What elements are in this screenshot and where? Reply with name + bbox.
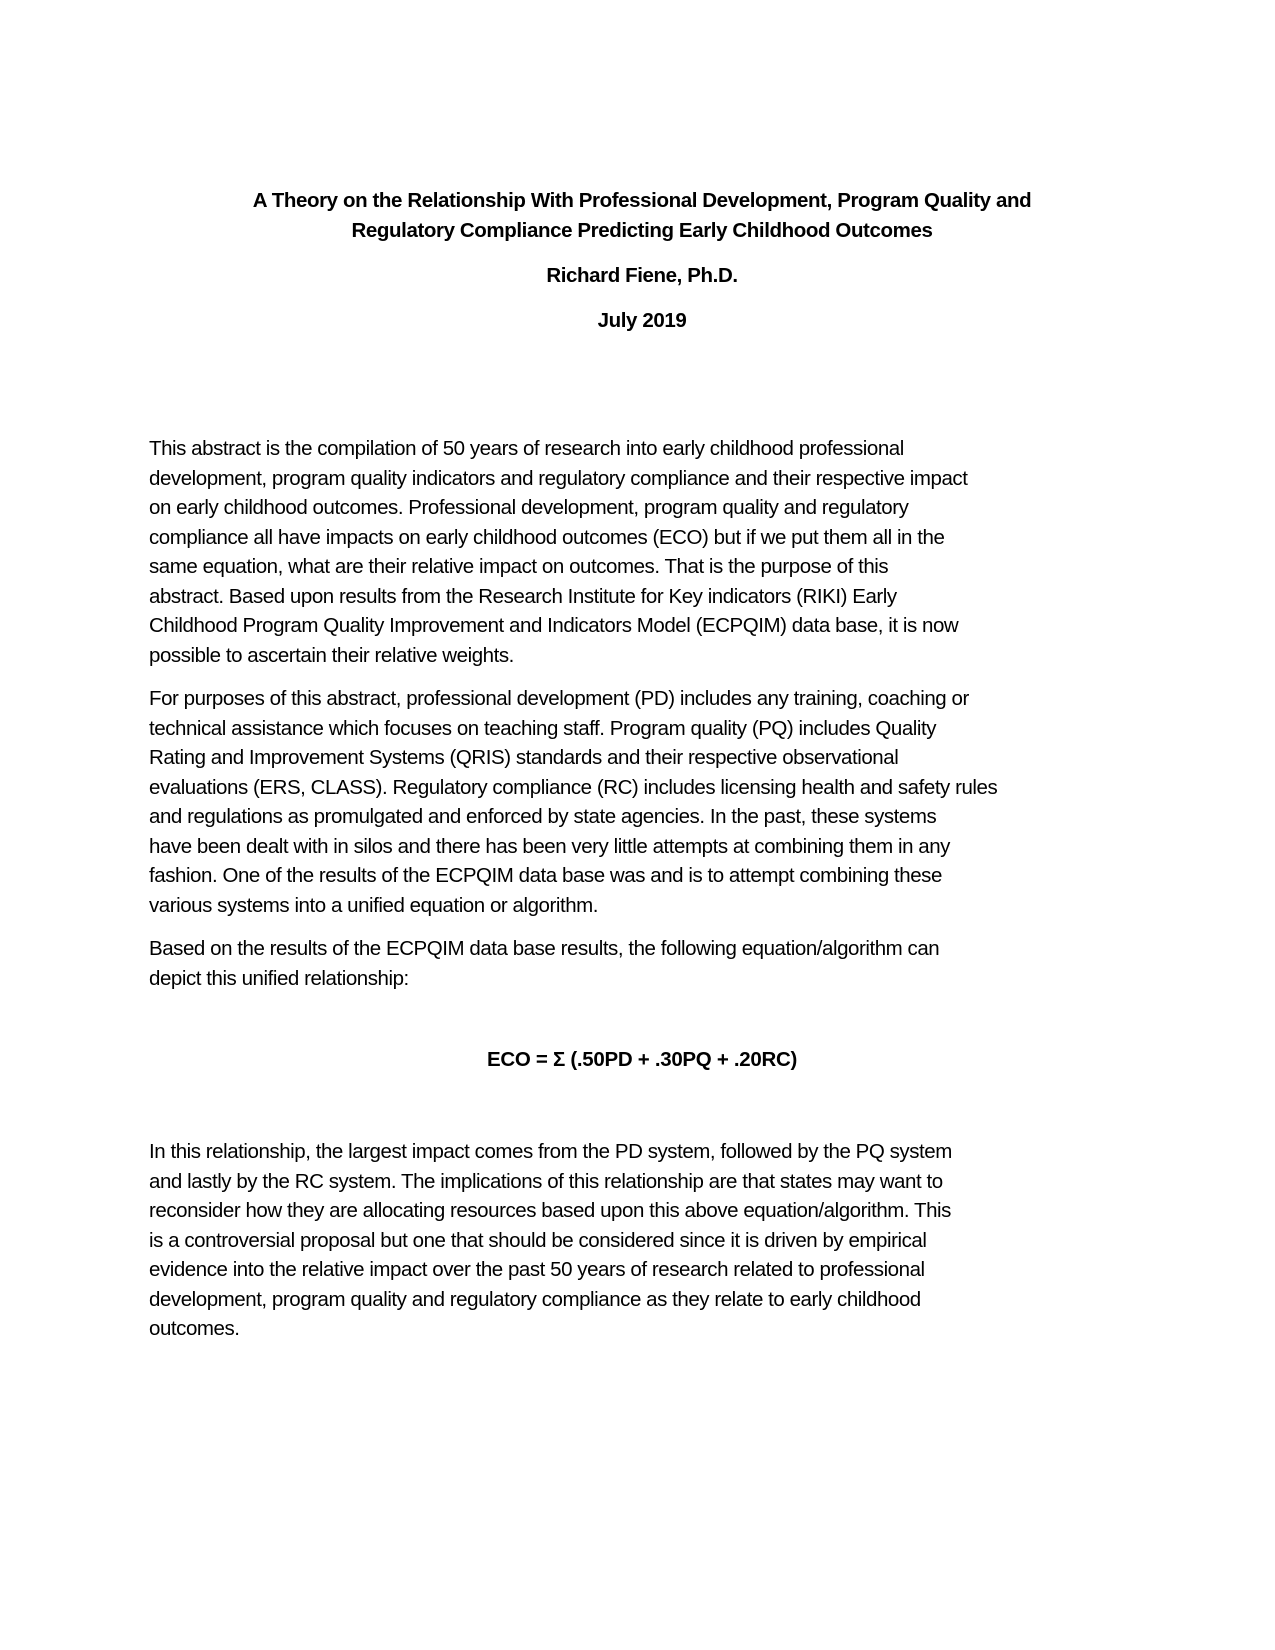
text-line: In this relationship, the largest impact comes from the PD system, followed by the PQ system bbox=[149, 1140, 952, 1163]
text-line: technical assistance which focuses on teaching staff. Program quality (PQ) includes Quality bbox=[149, 716, 937, 740]
text-line: possible to ascertain their relative weights. bbox=[149, 643, 514, 667]
text-line: evidence into the relative impact over the past 50 years of research related to professional bbox=[149, 1258, 925, 1281]
text-line: various systems into a unified equation or algorithm. bbox=[149, 893, 599, 917]
text-line: have been dealt with in silos and there has been very little attempts at combining them in any bbox=[149, 834, 950, 858]
text-line: outcomes. bbox=[149, 1317, 240, 1340]
equation: ECO = Σ (.50PD + .30PQ + .20RC) bbox=[486, 1048, 798, 1071]
paragraph-equation-intro bbox=[149, 934, 1135, 993]
author-name: Richard Fiene, Ph.D. bbox=[546, 264, 738, 287]
text-line: For purposes of this abstract, professional development (PD) includes any training, coaching or bbox=[149, 687, 969, 710]
text-line: Childhood Program Quality Improvement and Indicators Model (ECPQIM) data base, it is now bbox=[149, 614, 959, 637]
paragraph-definitions bbox=[149, 684, 1135, 920]
title-line: Regulatory Compliance Predicting Early Childhood Outcomes bbox=[351, 219, 933, 242]
title-line: A Theory on the Relationship With Professional Development, Program Quality and bbox=[252, 189, 1032, 212]
text-line: and lastly by the RC system. The implications of this relationship are that states may want to bbox=[149, 1169, 943, 1193]
text-line: abstract. Based upon results from the Research Institute for Key indicators (RIKI) Early bbox=[149, 584, 897, 608]
text-line: on early childhood outcomes. Professional development, program quality and regulatory bbox=[149, 496, 909, 519]
paragraph-abstract-intro bbox=[149, 434, 1135, 670]
text-line: reconsider how they are allocating resources based upon this above equation/algorithm. This bbox=[149, 1199, 951, 1222]
text-line: development, program quality indicators and regulatory compliance and their respective impact bbox=[149, 466, 968, 490]
text-line: fashion. One of the results of the ECPQIM data base was and is to attempt combining these bbox=[149, 864, 942, 887]
text-line: depict this unified relationship: bbox=[149, 966, 409, 990]
document-title bbox=[149, 186, 1135, 246]
paragraph-implications bbox=[149, 1137, 1135, 1344]
text-line: Rating and Improvement Systems (QRIS) standards and their respective observational bbox=[149, 746, 899, 769]
text-line: compliance all have impacts on early childhood outcomes (ECO) but if we put them all in the bbox=[149, 525, 945, 549]
text-line: development, program quality and regulatory compliance as they relate to early childhood bbox=[149, 1287, 921, 1311]
text-line: Based on the results of the ECPQIM data base results, the following equation/algorithm can bbox=[149, 937, 940, 960]
document-date: July 2019 bbox=[597, 309, 687, 332]
text-line: is a controversial proposal but one that should be considered since it is driven by empirical bbox=[149, 1228, 927, 1252]
text-line: This abstract is the compilation of 50 years of research into early childhood professional bbox=[149, 437, 904, 460]
text-line: evaluations (ERS, CLASS). Regulatory compliance (RC) includes licensing health and safety rules bbox=[149, 775, 998, 799]
text-line: and regulations as promulgated and enforced by state agencies. In the past, these systems bbox=[149, 805, 937, 828]
text-line: same equation, what are their relative impact on outcomes. That is the purpose of this bbox=[149, 555, 889, 578]
